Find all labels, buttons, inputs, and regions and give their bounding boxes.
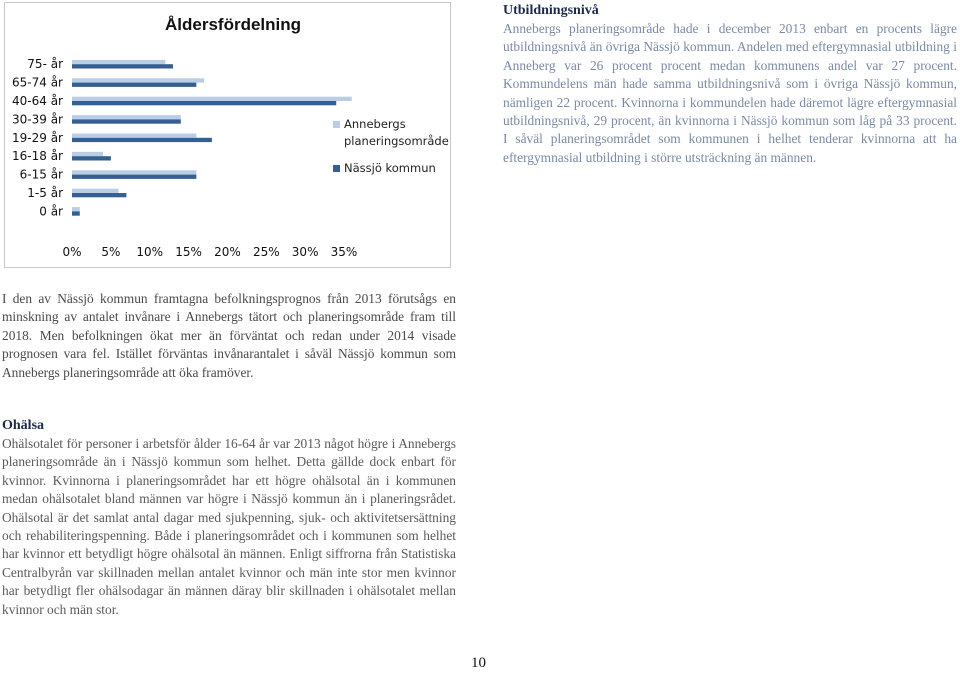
category-label: 75- år (27, 57, 63, 72)
x-tick-label: 35% (330, 245, 358, 259)
bar-nassjo (72, 64, 173, 68)
bar-anneberg (72, 152, 103, 156)
x-tick-label: 25% (252, 245, 280, 259)
education-section (503, 2, 957, 167)
bar-anneberg (72, 78, 204, 82)
category-label: 40-64 år (12, 94, 63, 108)
category-label: 19-29 år (12, 130, 63, 145)
x-tick-label: 20% (214, 245, 241, 259)
bar-nassjo (72, 193, 126, 197)
bar-nassjo (72, 101, 336, 105)
chart-title: Åldersfördelning (165, 15, 302, 34)
bar-nassjo (72, 138, 212, 142)
bar-anneberg (72, 60, 165, 64)
ohalsa-body: Ohälsotalet för personer i arbetsför ålder 16-64 år var 2013 något högre i Annebergs planeringsområde än i Nässjö kommun som helhet. Detta gällde dock enbart för kvinnor. Kvinnorna i planeringsområdet har ett högre ohälsotal än i kommunen medan ohälsotalet bland männen var högre i Nässjö kommun än i planeringsrådet. Ohälsotal är det samlat antal dagar med sjukpenning, sjuk- och aktivitetsersättning och rehabiliteringspenning. Både i planeringsområdet och i kommunen som helhet har kvinnor ett betydligt högre ohälsotal än männen. Enligt siffrorna från Statistiska Centralbyrån var skillnaden mellan antalet kvinnor och män inte stor men kvinnor har betydligt fler ohälsodagar än männen däray blir skillnaden i ohälsotalet mellan kvinnor och män stor. (2, 436, 456, 617)
bar-nassjo (72, 175, 196, 179)
prognosis-section (2, 290, 456, 382)
x-tick-label: 0% (62, 245, 82, 259)
ohalsa-heading: Ohälsa (2, 418, 45, 433)
bar-anneberg (72, 115, 181, 119)
bar-anneberg (72, 97, 352, 101)
bar-nassjo (72, 211, 80, 215)
ohalsa-section (2, 417, 456, 619)
category-label: 1-5 år (27, 186, 63, 200)
x-tick-label: 5% (101, 245, 121, 259)
legend-swatch (333, 165, 340, 172)
x-tick-label: 15% (175, 245, 202, 259)
x-tick-label: 10% (136, 245, 164, 259)
bar-nassjo (72, 156, 111, 160)
bar-anneberg (72, 189, 119, 193)
category-label: 6-15 år (19, 167, 63, 182)
legend-label: Nässjö kommun (344, 161, 436, 175)
legend-label: Annebergs planeringsområde (344, 117, 449, 148)
chart-canvas (5, 3, 452, 269)
category-label: 16-18 år (12, 149, 63, 164)
bar-anneberg (72, 170, 196, 174)
category-label: 0 år (39, 204, 63, 219)
bar-nassjo (72, 119, 181, 123)
bar-anneberg (72, 207, 80, 211)
age-distribution-chart (4, 2, 451, 268)
category-label: 65-74 år (12, 75, 63, 90)
education-body: Annebergs planeringsområde hade i december 2013 enbart en procents lägre utbildningsnivå än övriga Nässjö kommun. Andelen med eftergymnasial utbildning i Anneberg var 26 procent procent medan kommunens andel var 27 procent. Kommundelens män hade samma utbildningsnivå som i övriga Nässjö kommun, nämligen 22 procent. Kvinnorna i kommundelen hade däremot lägre eftergymnasial utbildningsnivå, 29 procent, än kvinnorna i Nässjö kommun som låg på 33 procent. I såväl planeringsområdet som kommunen i helhet tenderar kvinnorna att ha eftergymnasial utbildning i större utsträckning än männen. (503, 21, 957, 165)
page-number: 10 (471, 655, 486, 671)
category-label: 30-39 år (12, 112, 63, 127)
x-tick-label: 30% (291, 245, 319, 259)
legend-swatch (333, 121, 340, 128)
prognosis-paragraph: I den av Nässjö kommun framtagna befolkningsprognos från 2013 förutsågs en minskning av antalet invånare i Annebergs tätort och planeringsområde fram till 2018. Men befolkningen ökat mer än förväntat och redan under 2014 visade prognosen vara fel. Istället förväntas invånarantalet i såväl Nässjö kommun som Annebergs planeringsområde att öka framöver. (2, 291, 456, 380)
bar-anneberg (72, 134, 196, 138)
bar-nassjo (72, 83, 196, 87)
education-heading: Utbildningsnivå (503, 3, 599, 18)
